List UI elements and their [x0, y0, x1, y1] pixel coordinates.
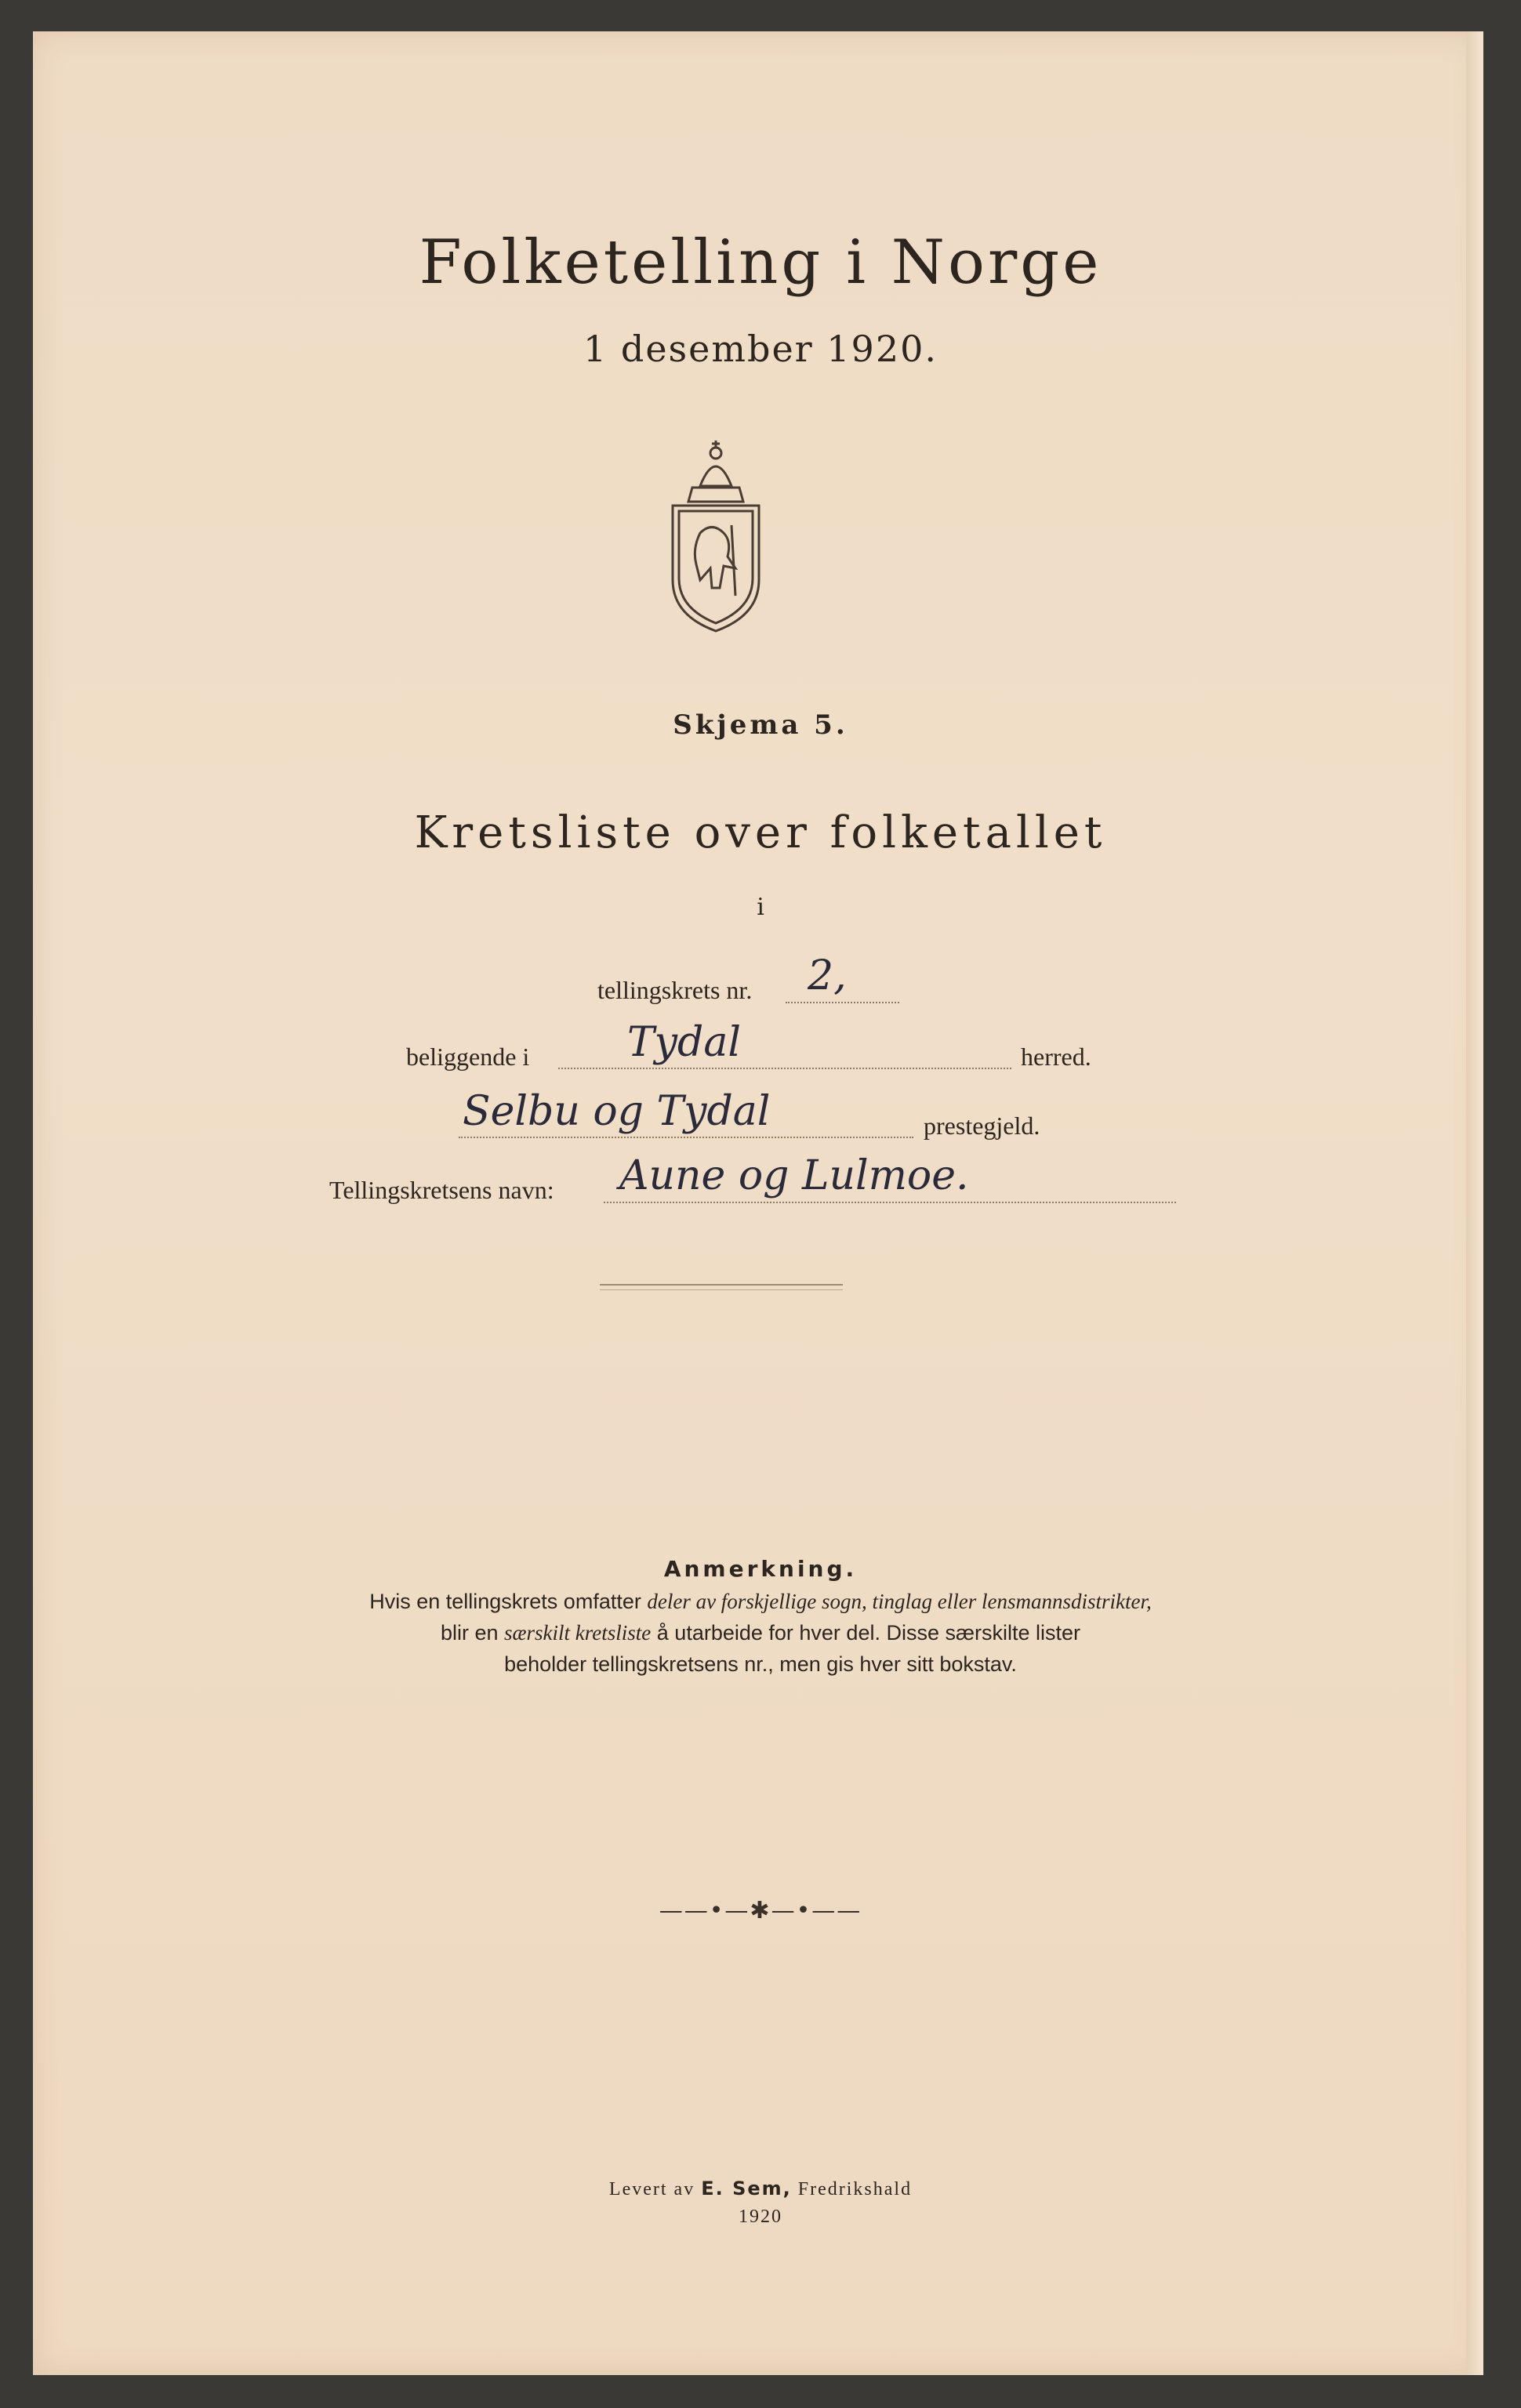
beliggende-line [558, 1068, 1011, 1069]
prestegjeld-line [459, 1137, 913, 1138]
beliggende-value: Tydal [627, 1019, 741, 1066]
note-line-1: Hvis en tellingskrets omfatter deler av forskjellige sogn, tinglag eller lensmannsdistrikter, [369, 1590, 1152, 1613]
ornament-divider: ——•—✱—•—— [659, 1897, 862, 1924]
tellingskretsens-navn-value: Aune og Lulmoe. [619, 1152, 969, 1199]
beliggende-label: beliggende i [406, 1043, 530, 1071]
prestegjeld-value: Selbu og Tydal [463, 1088, 771, 1135]
prestegjeld-label: prestegjeld. [924, 1112, 1040, 1140]
form-date: 1 desember 1920. [583, 328, 938, 370]
tellingskrets-value: 2, [808, 952, 847, 999]
printer-credit: Levert av E. Sem, Fredrikshald [608, 2178, 913, 2199]
note-line-2: blir en særskilt kretsliste å utarbeide for hver del. Disse særskilte lister [440, 1621, 1080, 1645]
form-title: Folketelling i Norge [419, 227, 1102, 298]
tellingskrets-label: tellingskrets nr. [597, 976, 753, 1004]
separator-rule [600, 1284, 843, 1286]
form-heading: Kretsliste over folketallet [414, 807, 1107, 858]
note-line-3: beholder tellingskretsens nr., men gis hver sitt bokstav. [504, 1652, 1017, 1676]
connector-text: i [757, 894, 764, 921]
schema-number: Skjema 5. [673, 709, 848, 741]
page-edge [1466, 31, 1483, 2375]
printer-year: 1920 [739, 2207, 782, 2227]
norwegian-coat-of-arms-icon [657, 431, 775, 635]
tellingskretsens-navn-label: Tellingskretsens navn: [329, 1176, 554, 1204]
herred-label: herred. [1021, 1043, 1091, 1071]
navn-line [604, 1202, 1176, 1203]
note-title: Anmerkning. [663, 1556, 858, 1582]
tellingskrets-line [786, 1002, 899, 1003]
census-form-page [33, 31, 1483, 2375]
separator-rule-thin [600, 1289, 843, 1290]
